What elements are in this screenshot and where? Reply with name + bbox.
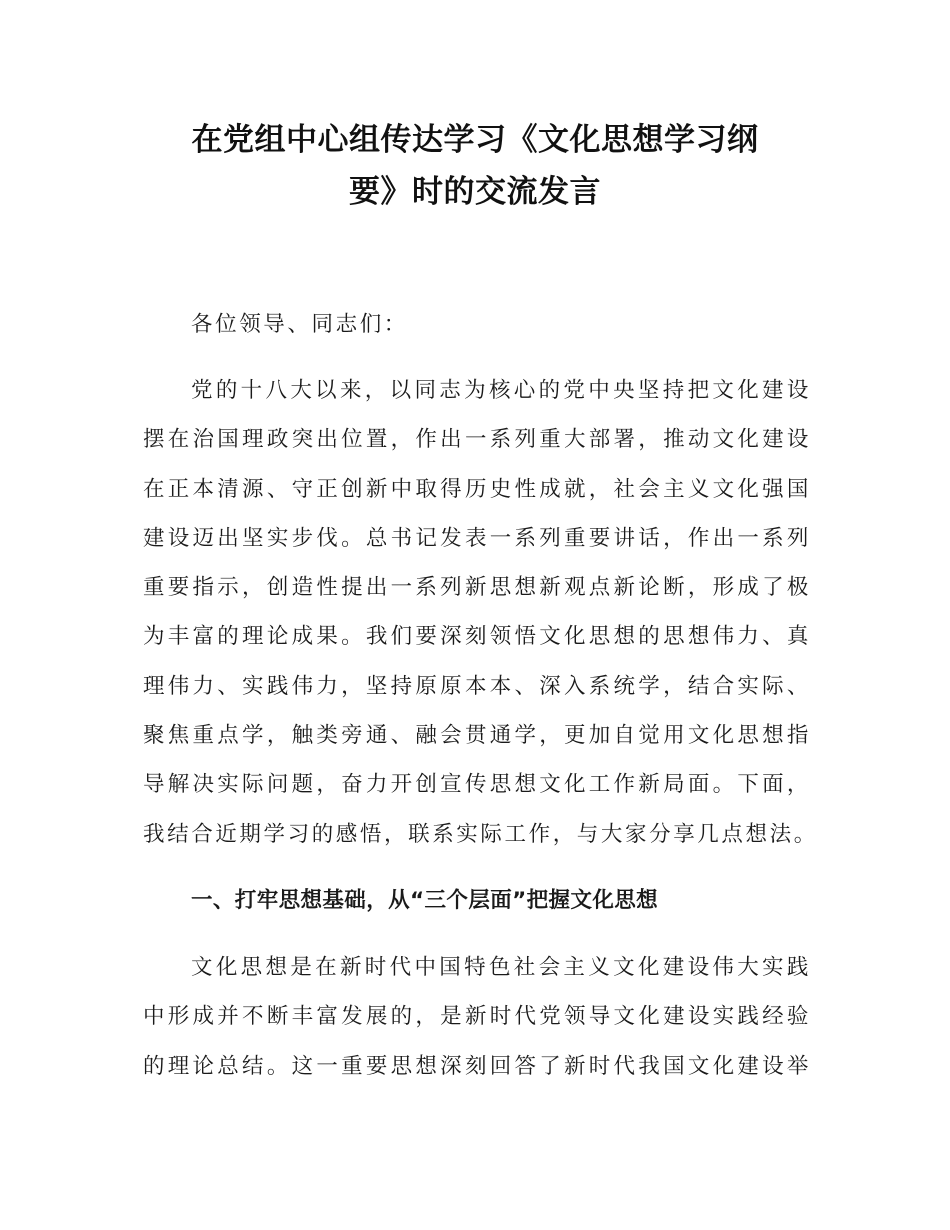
paragraph-1: [143, 366, 818, 859]
paragraph-2-line: 文化思想是在新时代中国特色社会主义文化建设伟大实践: [191, 955, 811, 980]
document-title: [120, 114, 830, 218]
paragraph-1-line: 为丰富的理论成果。我们要深刻领悟文化思想的思想伟力、真: [143, 624, 811, 650]
section-heading-1: 一、打牢思想基础，从“三个层面”把握文化思想: [191, 888, 659, 913]
paragraph-1-line: 我结合近期学习的感悟，联系实际工作，与大家分享几点想法。: [143, 821, 818, 847]
paragraph-2: [143, 943, 811, 1091]
paragraph-1-line: 重要指示，创造性提出一系列新思想新观点新论断，形成了极: [143, 575, 811, 601]
paragraph-1-line: 建设迈出坚实步伐。总书记发表一系列重要讲话，作出一系列: [143, 525, 811, 551]
paragraph-2-line: 中形成并不断丰富发展的，是新时代党领导文化建设实践经验: [143, 1004, 811, 1030]
title-line-2: 要》时的交流发言: [349, 174, 601, 210]
paragraph-1-line: 摆在治国理政突出位置，作出一系列重大部署，推动文化建设: [143, 427, 811, 453]
paragraph-1-line: 党的十八大以来，以同志为核心的党中央坚持把文化建设: [191, 378, 811, 403]
paragraph-1-line: 理伟力、实践伟力，坚持原原本本、深入系统学，结合实际、: [143, 673, 811, 699]
greeting: 各位领导、同志们：: [191, 312, 408, 337]
paragraph-1-line: 聚焦重点学，触类旁通、融会贯通学，更加自觉用文化思想指: [143, 723, 811, 749]
paragraph-2-line: 的理论总结。这一重要思想深刻回答了新时代我国文化建设举: [143, 1053, 811, 1079]
paragraph-1-line: 导解决实际问题，奋力开创宣传思想文化工作新局面。下面，: [143, 772, 811, 798]
title-line-1: 在党组中心组传达学习《文化思想学习纲: [191, 122, 759, 158]
paragraph-1-line: 在正本清源、守正创新中取得历史性成就，社会主义文化强国: [143, 476, 811, 502]
